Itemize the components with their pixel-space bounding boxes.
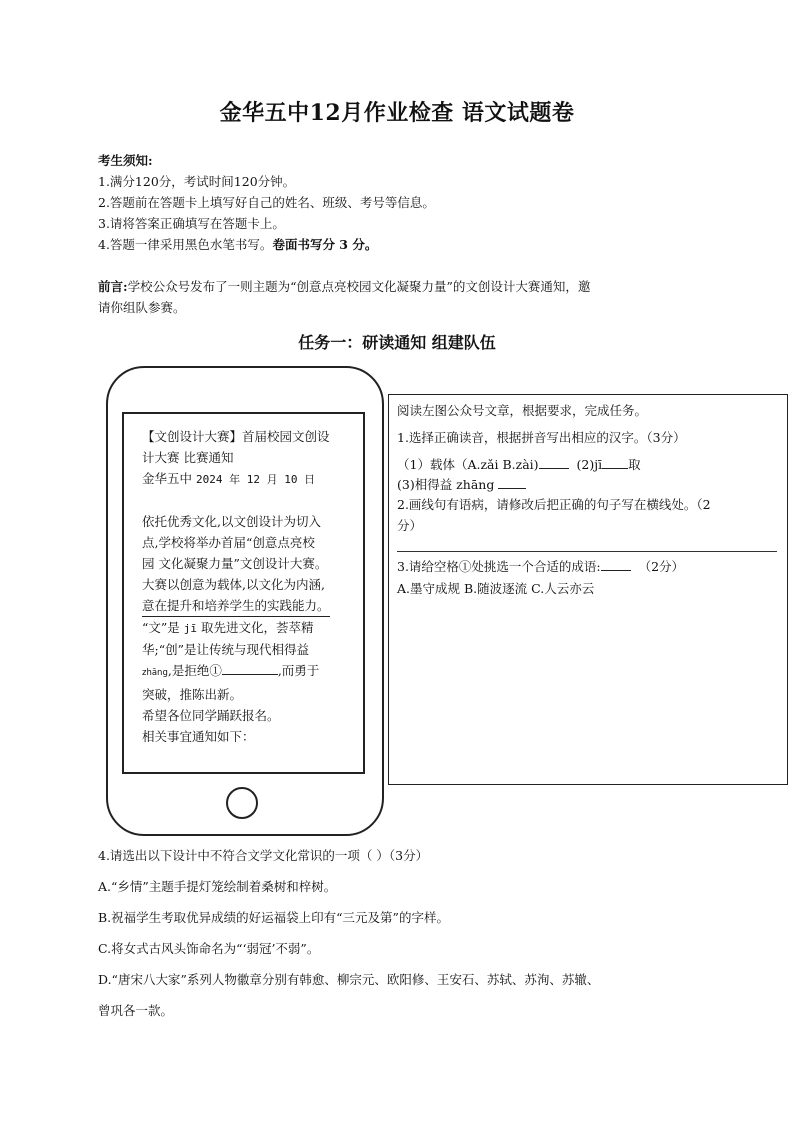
question-3-options: A.墨守成规 B.随波逐流 C.人云亦云 [397, 581, 595, 596]
task-intro: 阅读左图公众号文章，根据要求，完成任务。 [397, 403, 648, 418]
notice-line: 园 文化凝聚力量”文创设计大赛。 [142, 556, 328, 571]
notice-date: 2024 年 12 月 10 日 [196, 473, 316, 486]
answer-blank-3[interactable] [601, 557, 631, 571]
notice-line: 华;“创”是让传统与现代相得益 [142, 642, 309, 657]
instructions-heading: 考生须知: [98, 153, 153, 168]
notice-text: “文”是 [142, 620, 180, 635]
notice-line: 计大赛 比赛通知 [142, 450, 234, 465]
blank-1[interactable] [222, 661, 278, 675]
notice-school: 金华五中 [142, 471, 193, 486]
notice-underlined-sentence: 意在提升和培养学生的实践能力。 [142, 595, 330, 617]
preface-text-1: 学校公众号发布了一则主题为“创意点亮校园文化凝聚力量”的文创设计大赛通知，邀 [127, 279, 591, 294]
notice-pinyin-zhang: zhāng [142, 668, 168, 678]
notice-line [142, 660, 358, 684]
answer-blank-1-1[interactable] [539, 455, 569, 469]
question-3-text: 3.请给空格①处挑选一个合适的成语: [397, 559, 601, 574]
question-3 [397, 556, 782, 578]
notice-spacer [142, 490, 358, 511]
instruction-item-4-text: 4.答题一律采用黑色水笔书写。 [98, 237, 273, 252]
notice-line: 突破，推陈出新。 [142, 687, 243, 702]
question-1-part-2-suffix: 取 [628, 457, 641, 472]
phone-home-button [226, 787, 258, 819]
notice-line [142, 617, 358, 639]
question-4-option-c: C.将女式古风头饰命名为“‘弱冠’不弱”。 [98, 941, 320, 956]
question-4-stem: 4.请选出以下设计中不符合文学文化常识的一项（ ）（3分） [98, 848, 429, 863]
question-2-answer-line[interactable] [397, 551, 777, 552]
notice-line: 希望各位同学踊跃报名。 [142, 708, 280, 723]
preface-label: 前言: [98, 279, 128, 294]
question-4-option-d-line-1: D.“唐宋八大家”系列人物徽章分别有韩愈、柳宗元、欧阳修、王安石、苏轼、苏洵、苏辙、 [98, 972, 600, 987]
answer-blank-1-3[interactable] [498, 475, 526, 489]
answer-blank-1-2[interactable] [602, 455, 628, 469]
question-1-part-1: （1）载体（A.zǎi B.zài) [397, 457, 539, 472]
page-title: 金华五中12月作业检查 语文试题卷 [219, 100, 575, 126]
instruction-item-4-bold: 卷面书写分 3 分。 [272, 237, 378, 252]
question-1-part-2: (2)jī [576, 457, 603, 472]
question-4-option-a: A.“乡情”主题手提灯笼绘制着桑树和梓树。 [98, 879, 337, 894]
task-one-title: 任务一：研读通知 组建队伍 [298, 333, 496, 352]
preface-line-2: 请你组队参赛。 [98, 300, 186, 315]
instruction-item-3: 3.请将答案正确填写在答题卡上。 [98, 216, 285, 231]
question-2-line-1: 2.画线句有语病，请修改后把正确的句子写在横线处。（2 [397, 497, 711, 512]
instruction-item-4 [98, 234, 377, 255]
question-2-line-2: 分） [397, 518, 423, 533]
notice-article [142, 426, 358, 747]
notice-pinyin-ji: jī [183, 622, 198, 635]
notice-dateline [142, 468, 358, 490]
question-1-part-3-text: (3)相得益 zhāng [397, 477, 495, 492]
notice-text: ,是拒绝① [167, 663, 222, 678]
instruction-item-1: 1.满分120分，考试时间120分钟。 [98, 174, 296, 189]
question-4-option-d-line-2: 曾巩各一款。 [98, 1003, 174, 1018]
question-1-part-3 [397, 474, 782, 496]
question-3-score: （2分） [638, 559, 685, 574]
question-1: 1.选择正确读音，根据拼音写出相应的汉字。（3分） [397, 430, 686, 445]
notice-line: 点,学校将举办首届“创意点亮校 [142, 535, 315, 550]
notice-text: ,而勇于 [277, 663, 320, 678]
question-1-parts [397, 454, 782, 476]
notice-text: 取先进文化，荟萃精 [201, 620, 314, 635]
preface-line-1 [98, 276, 590, 297]
notice-line: 依托优秀文化,以文创设计为切入 [142, 514, 321, 529]
notice-line: 【文创设计大赛】首届校园文创设 [142, 429, 330, 444]
notice-line: 相关事宜通知如下： [142, 729, 255, 744]
instruction-item-2: 2.答题前在答题卡上填写好自己的姓名、班级、考号等信息。 [98, 195, 435, 210]
notice-line: 大赛以创意为载体,以文化为内涵, [142, 577, 325, 592]
question-4-option-b: B.祝福学生考取优异成绩的好运福袋上印有“三元及第”的字样。 [98, 910, 449, 925]
